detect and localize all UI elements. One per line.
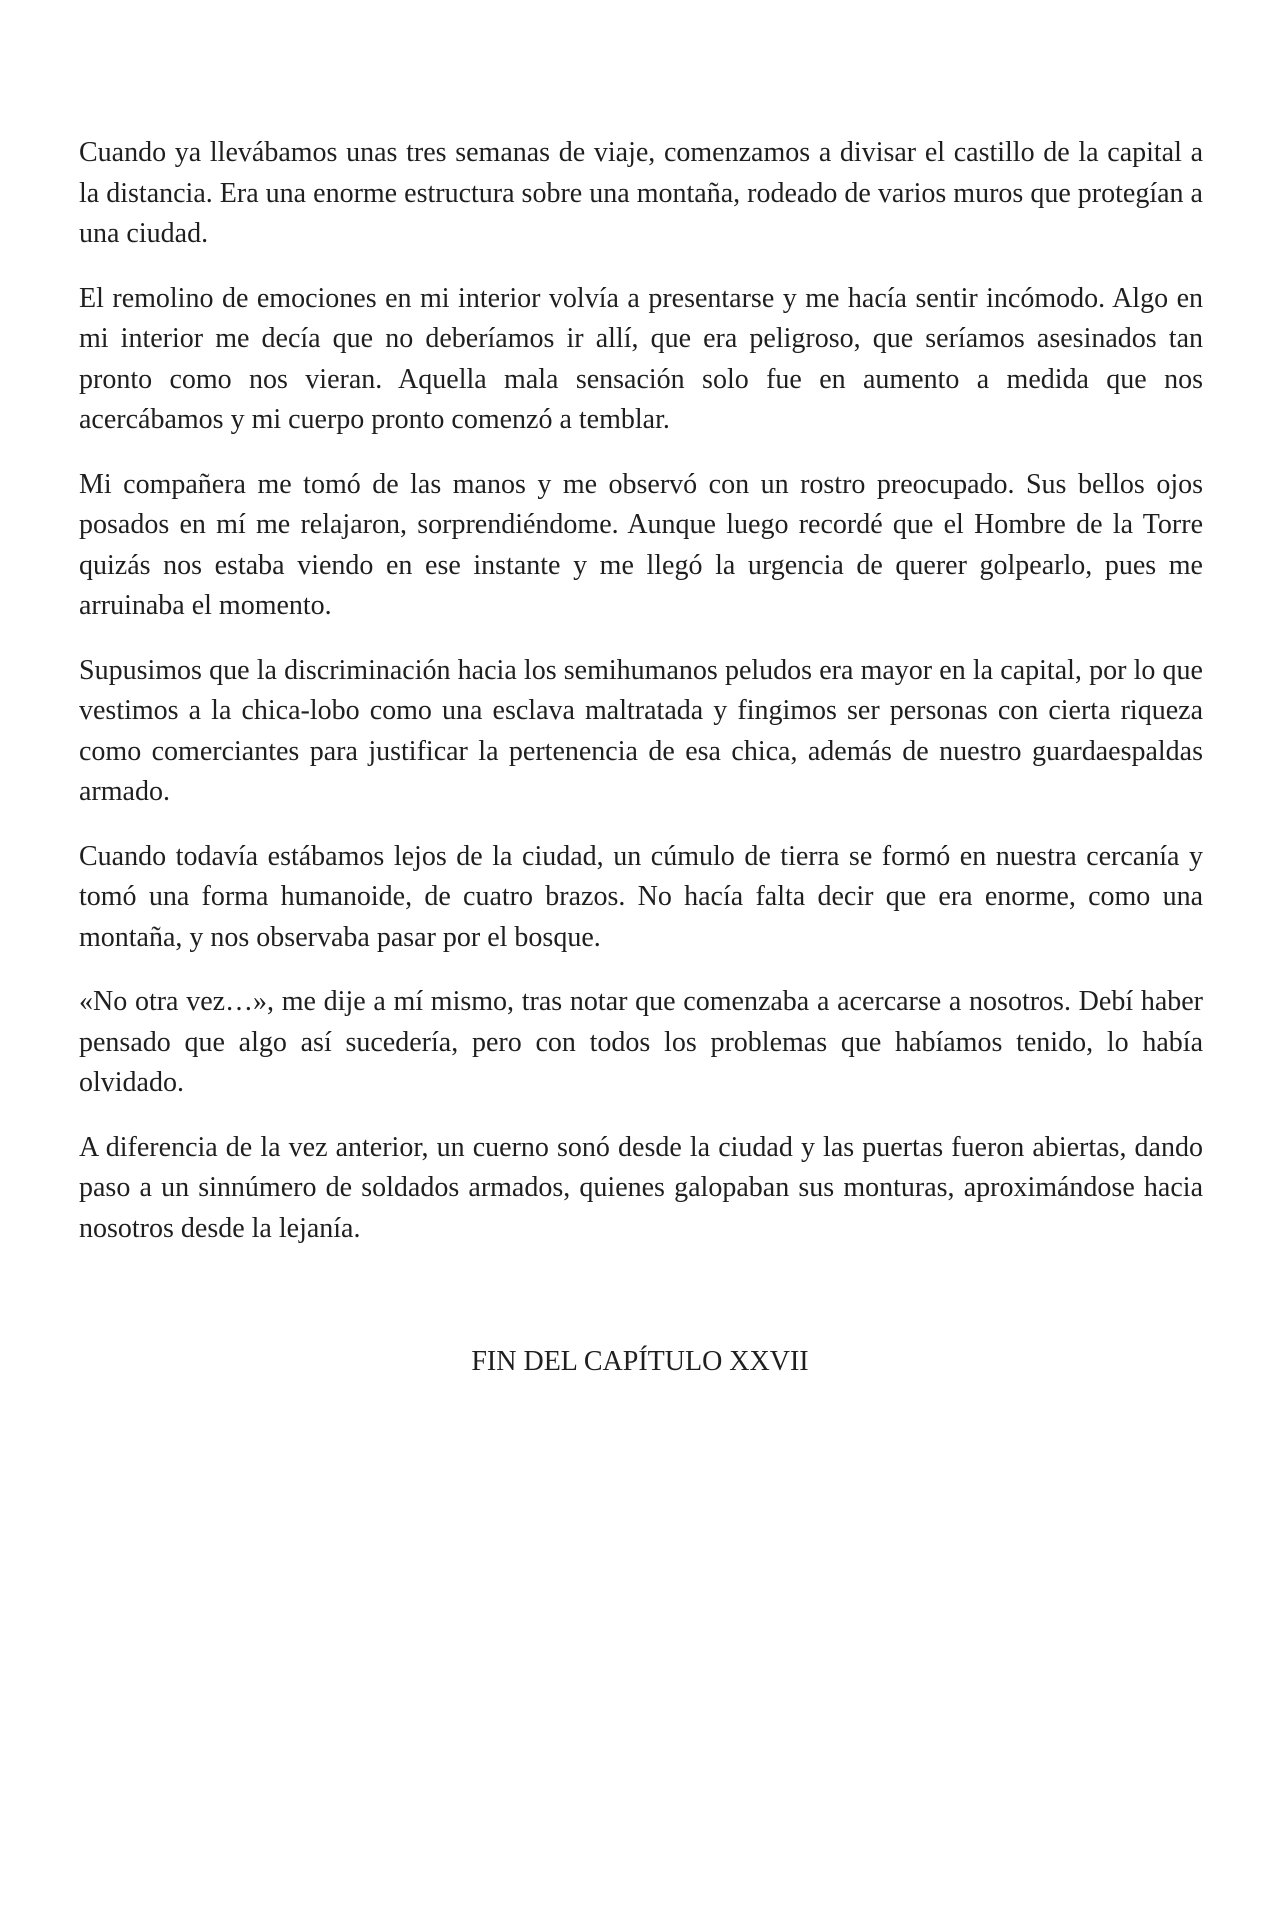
paragraph-5: Cuando todavía estábamos lejos de la ciudad, un cúmulo de tierra se formó en nuestra cercanía y tomó una forma humanoide, de cuatro brazos. No hacía falta decir que era enorme, como una montaña, y nos observaba pasar por el bosque.	[79, 840, 1203, 953]
paragraph-3: Mi compañera me tomó de las manos y me observó con un rostro preocupado. Sus bellos ojos posados en mí me relajaron, sorprendiéndome. Aunque luego recordé que el Hombre de la Torre quizás nos estaba viendo en ese instante y me llegó la urgencia de querer golpearlo, pues me arruinaba el momento.	[79, 468, 1203, 621]
paragraph-2: El remolino de emociones en mi interior volvía a presentarse y me hacía sentir incómodo. Algo en mi interior me decía que no deberíamos ir allí, que era peligroso, que seríamos asesinados tan pronto como nos vieran. Aquella mala sensación solo fue en aumento a medida que nos acercábamos y mi cuerpo pronto comenzó a temblar.	[79, 282, 1203, 435]
chapter-text	[79, 133, 1203, 1273]
chapter-end-heading: FIN DEL CAPÍTULO XXVII	[471, 1346, 809, 1377]
paragraph-6: «No otra vez…», me dije a mí mismo, tras notar que comenzaba a acercarse a nosotros. Debí haber pensado que algo así sucedería, pero con todos los problemas que habíamos tenido, lo había olvidado.	[79, 986, 1203, 1098]
paragraph-7: A diferencia de la vez anterior, un cuerno sonó desde la ciudad y las puertas fueron abiertas, dando paso a un sinnúmero de soldados armados, quienes galopaban sus monturas, aproximándose hacia nosotros desde la lejanía.	[79, 1131, 1203, 1244]
paragraph-1: Cuando ya llevábamos unas tres semanas de viaje, comenzamos a divisar el castillo de la capital a la distancia. Era una enorme estructura sobre una montaña, rodeado de varios muros que protegían a una ciudad.	[79, 137, 1203, 249]
paragraph-4: Supusimos que la discriminación hacia los semihumanos peludos era mayor en la capital, por lo que vestimos a la chica-lobo como una esclava maltratada y fingimos ser personas con cierta riqueza como comerciantes para justificar la pertenencia de esa chica, además de nuestro guardaespaldas armado.	[79, 654, 1203, 807]
